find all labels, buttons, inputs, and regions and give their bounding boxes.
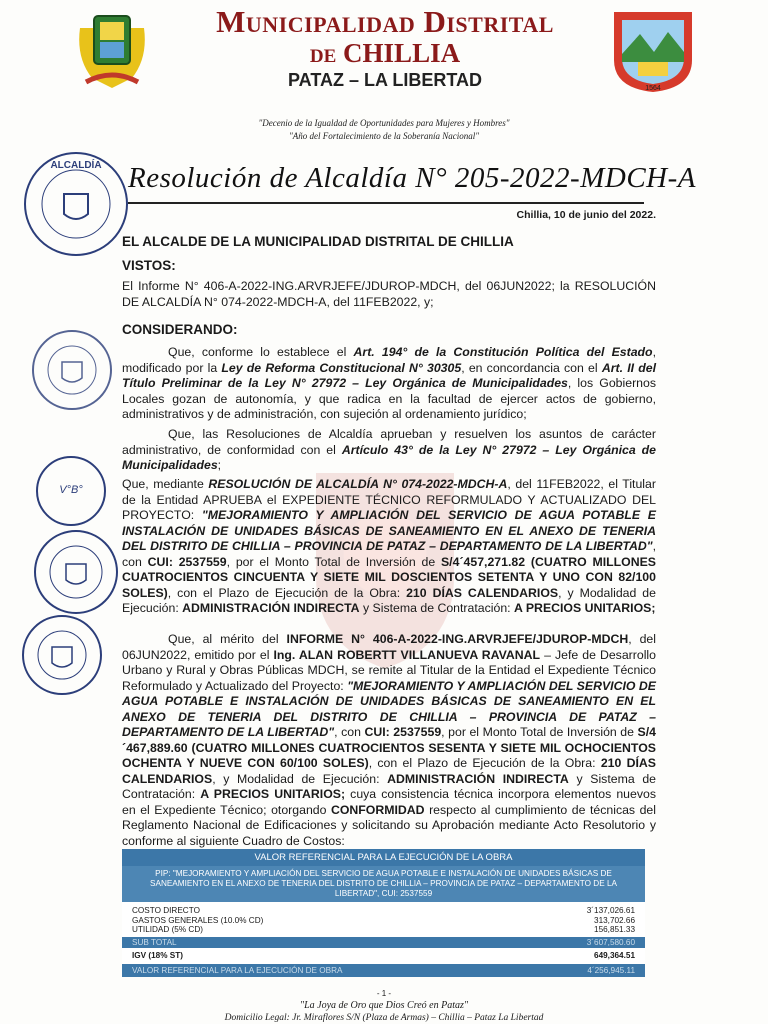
paragraph-1: Que, conforme lo establece el Art. 194° de la Constitución Política del Estado, modificado por la Ley de Reforma Constitucional N° 30305, en concordancia con el Art. II del Título Preliminar de la Ley N° 27972 – Ley Orgánica de Municipalidades, los Gobiernos Locales gozan de autonomía, y que radica en la facultad de ejercer actos de gobierno, administrativos y de administración, con sujeción al ordenamiento jurídico;: [122, 345, 656, 421]
mayor-seal: [24, 152, 128, 256]
vistos-heading: VISTOS:: [122, 258, 176, 273]
infrastructure-seal-emblem: [24, 617, 100, 693]
vobo-seal: [36, 456, 106, 526]
paragraph-4: Que, al mérito del INFORME N° 406-A-2022-ING.ARVRJEFE/JDUROP-MDCH, del 06JUN2022, emitido por el Ing. ALAN ROBERTT VILLANUEVA RAVANAL – Jefe de Desarrollo Urbano y Rural y Obras Públicas MDCH, se remite al Titular de la Entidad el Expediente Técnico Reformulado y Actualizado del Proyecto: "MEJORAMIENTO Y AMPLIACIÓN DEL SERVICIO DE AGUA POTABLE E INSTALACIÓN DE UNIDADES BÁSICAS DE SANEAMIENTO EN EL ANEXO DE TENERIA DEL DISTRITO DE CHILLIA – PROVINCIA DE PATAZ – DEPARTAMENTO DE LA LIBERTAD", con CUI: 2537559, por el Monto Total de Inversión de S/4´467,889.60 (CUATRO MILLONES CUATROCIENTOS SESENTA Y SIETE MIL OCHOCIENTOS OCHENTA Y NUEVE CON 60/100 SOLES), con el Plazo de Ejecución de la Obra: 210 DÍAS CALENDARIOS, y Modalidad de Ejecución: ADMINISTRACIÓN INDIRECTA y Sistema de Contratación: A PRECIOS UNITARIOS; cuya consistencia técnica incorpora elementos nuevos en el Expediente Técnico; otorgando CONFORMIDAD respecto al cumplimiento de técnicas del Reglamento Nacional de Edificaciones y solicitando su Aprobación mediante Acto Resolutorio y conforme al siguiente Cuadro de Costos:: [122, 632, 657, 848]
footer-slogan: "La Joya de Oro que Dios Creó en Pataz": [299, 1000, 469, 1011]
municipality-subtitle: PATAZ – LA LIBERTAD: [288, 70, 482, 90]
title-line-1: Municipalidad Distrital: [216, 4, 554, 39]
right-crest-icon: [608, 4, 698, 94]
title-line-2: de CHILLIA: [309, 37, 461, 68]
table-row: VALOR REFERENCIAL PARA LA EJECUCIÓN DE OBRA 4´256,945.11: [122, 964, 645, 978]
secretary-seal-emblem: [34, 332, 110, 408]
district-seal-emblem: [36, 532, 116, 612]
crest-year: 1564: [645, 85, 661, 92]
municipality-title: [150, 6, 620, 67]
considerando-heading: CONSIDERANDO:: [122, 322, 238, 337]
table-row: UTILIDAD (5% CD) 156,851.33: [122, 925, 645, 937]
cost-table-heading: VALOR REFERENCIAL PARA LA EJECUCIÓN DE LA OBRA: [122, 849, 645, 866]
table-row: GASTOS GENERALES (10.0% CD) 313,702.66: [122, 916, 645, 926]
footer-address: Domicilio Legal: Jr. Miraflores S/N (Plaza de Armas) – Chillia – Pataz La Libertad: [224, 1013, 544, 1023]
resolution-title: Resolución de Alcaldía N° 205-2022-MDCH-A: [128, 162, 696, 194]
district-seal: [34, 530, 118, 614]
secretary-seal: [32, 330, 112, 410]
motto-line-1: "Decenio de la Igualdad de Oportunidades para Mujeres y Hombres": [258, 118, 510, 128]
motto-line-2: "Año del Fortalecimiento de la Soberanía Nacional": [288, 131, 480, 141]
table-row: IGV (18% ST) 649,364.51: [122, 948, 645, 964]
cost-table-pip: PIP: "MEJORAMIENTO Y AMPLIACIÓN DEL SERVICIO DE AGUA POTABLE E INSTALACIÓN DE UNIDADES BÁSICAS DE SANEAMIENTO EN EL ANEXO DE TENERIA DEL DISTRITO DE CHILLIA – PROVINCIA DE PATAZ – DEPARTAMENTO DE LA LIBERTAD", CUI: 2537559: [122, 866, 645, 902]
resolution-date: Chillia, 10 de junio del 2022.: [516, 209, 656, 221]
page-number: - 1 -: [376, 989, 392, 998]
cost-table: [122, 849, 645, 977]
vistos-text: El Informe N° 406-A-2022-ING.ARVRJEFE/JDUROP-MDCH, del 06JUN2022; la RESOLUCIÓN DE ALCALDÍA N° 074-2022-MDCH-A, del 11FEB2022, y;: [122, 279, 656, 309]
vobo-label: V°B°: [59, 484, 83, 496]
left-crest-icon: [72, 8, 152, 94]
paragraph-2: Que, las Resoluciones de Alcaldía aprueban y resuelven los asuntos de carácter administrativo, de conformidad con el Artículo 43° de la Ley N° 27972 – Ley Orgánica de Municipalidades;: [122, 427, 656, 472]
infrastructure-seal: [22, 615, 102, 695]
title-underline: [128, 202, 644, 204]
authority-heading: EL ALCALDE DE LA MUNICIPALIDAD DISTRITAL DE CHILLIA: [122, 234, 514, 249]
table-row: COSTO DIRECTO 3´137,026.61: [122, 902, 645, 916]
paragraph-3: Que, mediante RESOLUCIÓN DE ALCALDÍA N° 074-2022-MDCH-A, del 11FEB2022, el Titular de la Entidad APRUEBA el EXPEDIENTE TÉCNICO REFORMULADO Y ACTUALIZADO DEL PROYECTO: "MEJORAMIENTO Y AMPLIACIÓN DEL SERVICIO DE AGUA POTABLE E INSTALACIÓN DE UNIDADES BÁSICAS DE SANEAMIENTO EN EL ANEXO DE TENERIA DEL DISTRITO DE CHILLIA – PROVINCIA DE PATAZ – DEPARTAMENTO DE LA LIBERTAD", con CUI: 2537559, por el Monto Total de Inversión de S/4´457,271.82 (CUATRO MILLONES CUATROCIENTOS CINCUENTA Y SIETE MIL DOSCIENTOS SETENTA Y UNO CON 82/100 SOLES), con el Plazo de Ejecución de la Obra: 210 DÍAS CALENDARIOS, y Modalidad de Ejecución: ADMINISTRACIÓN INDIRECTA y Sistema de Contratación: A PRECIOS UNITARIOS;: [122, 477, 657, 615]
table-row: SUB TOTAL 3´607,580.60: [122, 937, 645, 949]
mayor-seal-label: ALCALDÍA: [50, 160, 102, 171]
